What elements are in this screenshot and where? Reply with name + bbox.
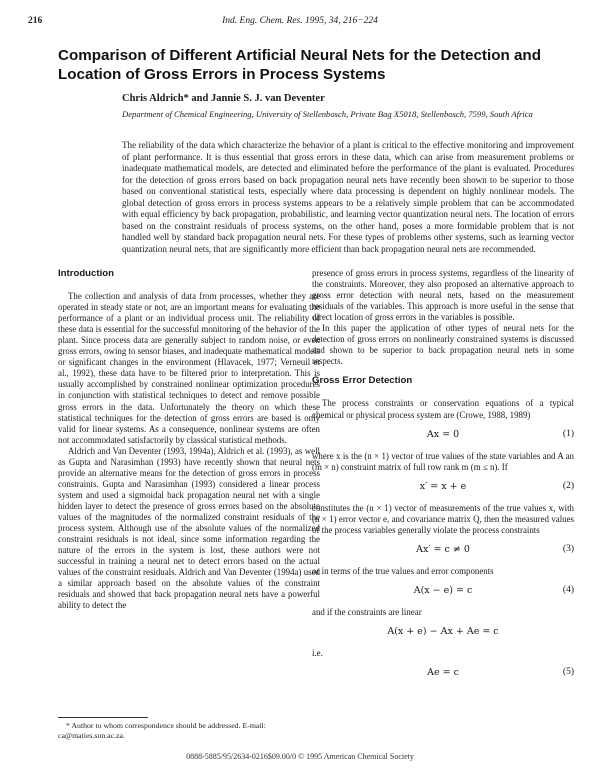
article-authors: Chris Aldrich* and Jannie S. J. van Deventer [122, 93, 325, 104]
equation-4 [312, 585, 574, 599]
equation-3 [312, 544, 574, 558]
copyright-line: 0888-5885/95/2634-0216$09.00/0 © 1995 American Chemical Society [186, 752, 414, 761]
author-affiliation: Department of Chemical Engineering, University of Stellenbosch, Private Bag X5018, Stellenbosch, 7599, South Africa [122, 109, 533, 119]
equation-5-expression: Ae = c [427, 666, 459, 678]
gross-error-detection-heading: Gross Error Detection [312, 375, 413, 387]
left-column [58, 268, 320, 611]
introduction-paragraph-1: The collection and analysis of data from processes, whether they are operated in steady state or not, are an important means for evaluating the performance of a plant or an individual process unit. The reliability of these data is essential for the successful monitoring of the behavior of the plant. Since process data are generally subject to random noise, or even gross errors, owing to sensor biases, and inadequate mathematical models or significant changes in the environment (Hlavacek, 1977; Verneuil et al., 1992), these data have to be filtered prior to interpretation. This is usually accomplished by constrained nonlinear optimization procedures in conjunction with statistical techniques to detect and remove possible gross errors in the data. Unfortunately the theory on which these statistical techniques for the detection of gross errors are based is only valid for linear systems. As a consequence, nonlinear systems are often not accommodated satisfactorily by classical statistical methods. [58, 291, 320, 445]
equation-1 [312, 429, 574, 443]
equation-unnumbered-expression: A(x + e) − Ax + Ae = c [387, 625, 499, 637]
equation-1-number: (1) [562, 428, 574, 439]
abstract: The reliability of the data which characterize the behavior of a plant is critical to the effective monitoring and improvement of plant performance. It is thus essential that gross errors in these data, which can arise from measurement problems or inadequate mathematical models, are detected and eliminated before the performance of the plant is evaluated. Procedures for the detection of gross errors based on back propagation neural nets have recently been shown to be superior to those based on conventional statistical tests, especially where data processing is dependent on highly nonlinear models. The global detection of gross errors in process systems appears to be a relatively simple problem that can be accommodated with equal efficiency by back propagation, probabilistic, and learning vector quantization neural nets. The location of errors based on the constraint residuals of process systems, on the other hand, poses a more formidable problem that is not handled well by standard back propagation neural nets. For these types of problems other systems, such as learning vector quantization neural nets, that are significantly more efficient than back propagation neural nets are recommended. [122, 140, 574, 254]
journal-citation: Ind. Eng. Chem. Res. 1995, 34, 216−224 [222, 16, 378, 26]
continued-paragraph: presence of gross errors in process systems, regardless of the linearity of the constraints. Moreover, they also proposed an alternative approach to gross error detection with neural nets, based on the measurement residuals of the variables. This approach is more useful in the sense that direct location of gross errors in the variables is possible. [312, 268, 574, 323]
constraints-paragraph: The process constraints or conservation equations of a typical chemical or physical process system are (Crowe, 1988, 1989) [312, 398, 574, 420]
paper-scope-paragraph: In this paper the application of other types of neural nets for the detection of gross errors on nonlinearly constrained systems is discussed and shown to be superior to back propagation neural nets in some respects. [312, 323, 574, 367]
article-title: Comparison of Different Artificial Neural Nets for the Detection and Location of Gross Errors in Process Systems [58, 47, 541, 83]
correspondence-footnote: * Author to whom correspondence should be addressed. E-mail: ca@maties.sun.ac.za. [58, 721, 266, 740]
true-values-paragraph: where x is the (n × 1) vector of true values of the state variables and A an (m × n) constraint matrix of full row rank m (m ≤ n). If [312, 450, 574, 472]
linear-constraints-paragraph: and if the constraints are linear [312, 606, 422, 617]
introduction-heading: Introduction [58, 268, 114, 279]
equation-3-expression: Ax′ = c ≠ 0 [416, 543, 470, 555]
footnote-divider [58, 717, 148, 718]
running-header [28, 16, 572, 30]
page-number: 216 [28, 16, 43, 26]
equation-2-expression: x′ = x + e [419, 480, 467, 492]
equation-5 [312, 667, 574, 681]
equation-2-number: (2) [562, 480, 574, 491]
equation-2 [312, 481, 574, 495]
measurements-paragraph: constitutes the (n × 1) vector of measurements of the true values x, with (n × 1) error vector e, and covariance matrix Q, then the measured values of the process variables generally violate the process constraints [312, 502, 574, 535]
equation-4-expression: A(x − e) = c [413, 584, 473, 596]
ie-text: i.e. [312, 647, 323, 658]
equation-unnumbered [312, 626, 574, 640]
equation-5-number: (5) [562, 666, 574, 677]
equation-4-number: (4) [562, 584, 574, 595]
equation-3-number: (3) [562, 543, 574, 554]
right-column [312, 268, 574, 689]
error-components-paragraph: or in terms of the true values and error components [312, 565, 494, 576]
introduction-paragraph-2: Aldrich and Van Deventer (1993, 1994a), Aldrich et al. (1993), as well as Gupta and Narasimhan (1993) have recently shown that neural nets provide an alternative means for the detection of gross errors in process constraints. Gupta and Narasimhan (1993) considered a linear process system and used a sigmoidal back propagation neural net with a single hidden layer to detect the presence of gross errors based on the absolute values of the magnitudes of the normalized constraint residuals of the process system. Although use of the absolute values of the normalized constraint residuals is not ideal, since some information regarding the nature of the errors in the system is lost, these authors were not successful in training a neural net to detect errors based on the actual values of the constraint residuals. Aldrich and Van Deventer (1994a) used a similar approach based on the absolute values of the constraint residuals and showed that back propagation neural nets have a powerful ability to detect the [58, 445, 320, 611]
equation-1-expression: Ax = 0 [426, 428, 460, 440]
